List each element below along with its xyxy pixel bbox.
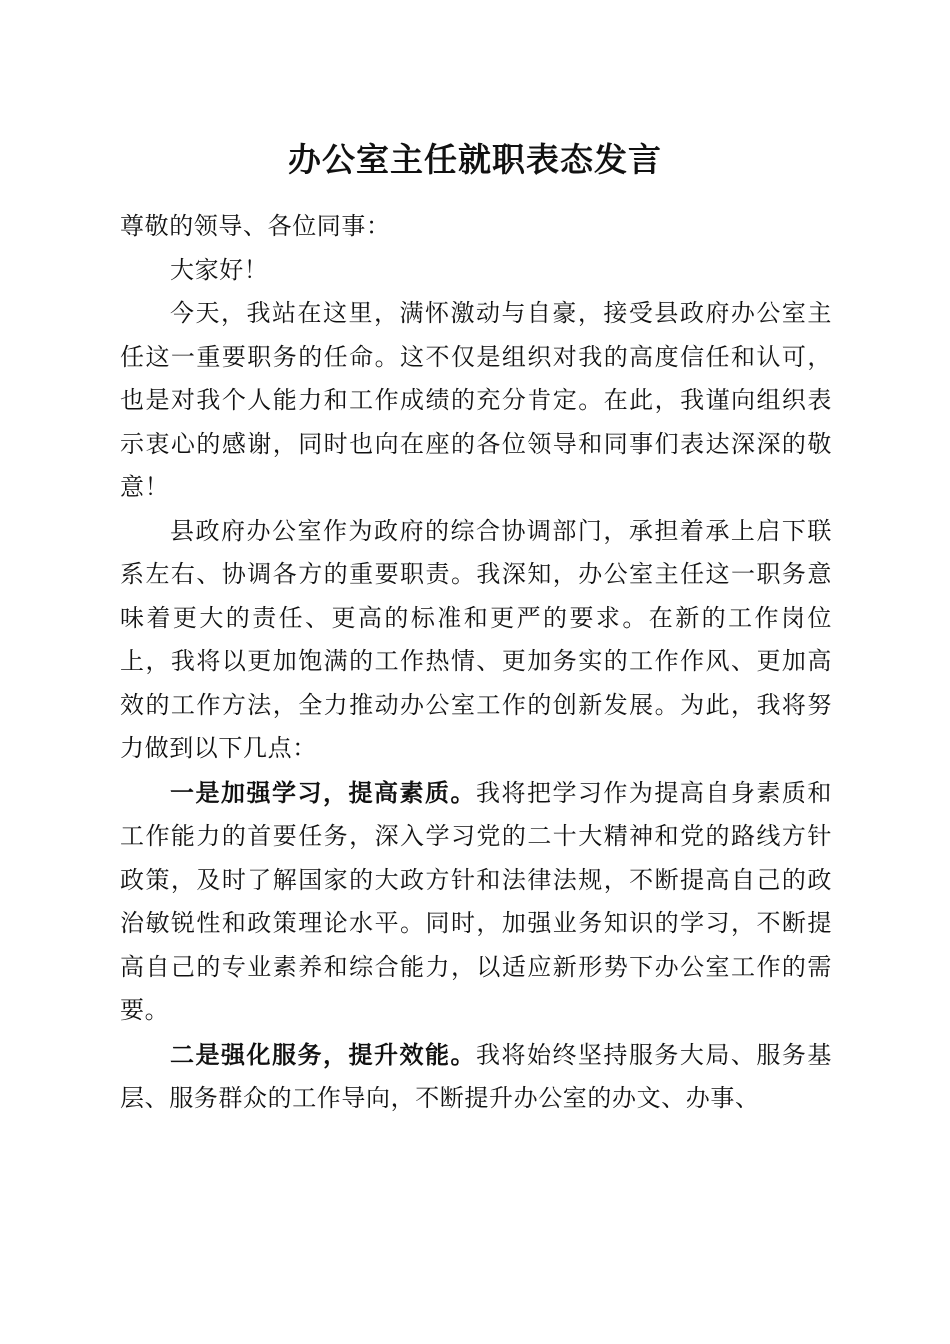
paragraph-4-text: 我将始终坚持服务大局、服务基层、服务群众的工作导向，不断提升办公室的办文、办事、 — [120, 1040, 832, 1112]
paragraph-1 — [120, 292, 832, 510]
document-body — [120, 205, 832, 1121]
paragraph-2 — [120, 510, 832, 771]
paragraph-3-lead: 一是加强学习，提高素质。 — [170, 777, 476, 807]
paragraph-4 — [120, 1033, 832, 1121]
document-title: 办公室主任就职表态发言 — [288, 140, 662, 179]
salutation: 尊敬的领导、各位同事： — [120, 212, 391, 240]
paragraph-4-lead: 二是强化服务，提升效能。 — [170, 1039, 476, 1069]
paragraph-2-text: 县政府办公室作为政府的综合协调部门，承担着承上启下联系左右、协调各方的重要职责。我深知，办公室主任这一职务意味着更大的责任、更高的标准和更严的要求。在新的工作岗位上，我将以更加饱满的工作热情、更加务实的工作作风、更加高效的工作方法，全力推动办公室工作的创新发展。为此，我将努力做到以下几点： — [120, 516, 832, 762]
paragraph-3 — [120, 771, 832, 1033]
greeting: 大家好！ — [170, 255, 269, 284]
paragraph-1-text: 今天，我站在这里，满怀激动与自豪，接受县政府办公室主任这一重要职务的任命。这不仅是组织对我的高度信任和认可，也是对我个人能力和工作成绩的充分肯定。在此，我谨向组织表示衷心的感谢，同时也向在座的各位领导和同事们表达深深的敬意！ — [120, 299, 832, 501]
paragraph-3-text: 我将把学习作为提高自身素质和工作能力的首要任务，深入学习党的二十大精神和党的路线方针政策，及时了解国家的大政方针和法律法规，不断提高自己的政治敏锐性和政策理论水平。同时，加强业务知识的学习，不断提高自己的专业素养和综合能力，以适应新形势下办公室工作的需要。 — [120, 778, 832, 1024]
